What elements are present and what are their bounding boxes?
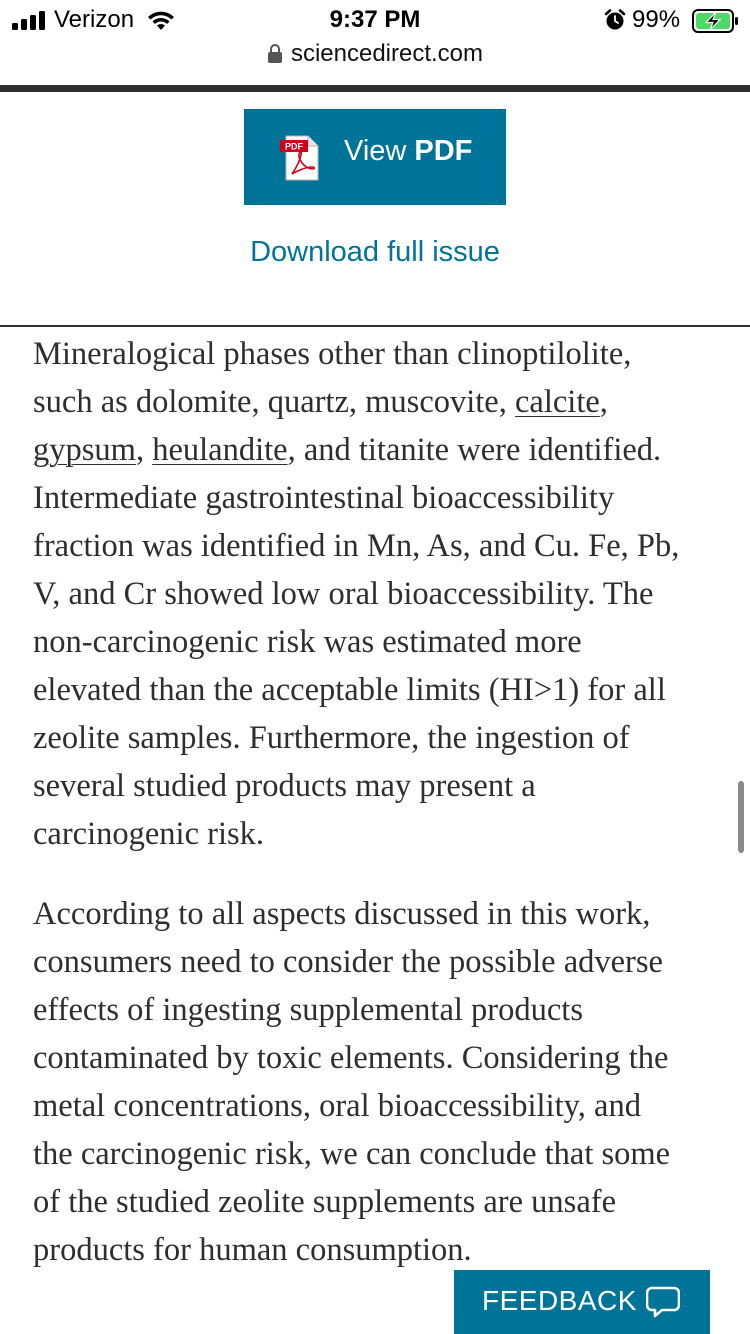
text-line: the carcinogenic risk, we can conclude that some xyxy=(33,1136,671,1172)
status-bar xyxy=(0,0,750,40)
alarm-icon xyxy=(604,9,626,31)
view-pdf-label: View PDF xyxy=(344,135,473,167)
article-paragraph xyxy=(33,890,723,1274)
battery-charging-icon xyxy=(692,9,740,33)
feedback-label: FEEDBACK xyxy=(482,1285,637,1316)
text-line: non-carcinogenic risk was estimated more xyxy=(33,624,582,660)
text-line: carcinogenic risk. xyxy=(33,816,265,852)
view-pdf-button[interactable] xyxy=(244,109,506,205)
address-bar[interactable] xyxy=(0,40,750,72)
lock-icon xyxy=(267,43,283,63)
content-divider xyxy=(0,325,750,327)
text-line: such as dolomite, quartz, muscovite, calcite, xyxy=(33,384,608,420)
article-paragraph xyxy=(33,330,723,858)
scrollbar-thumb[interactable] xyxy=(738,781,744,853)
chat-bubble-icon xyxy=(646,1286,680,1318)
text-line: metal concentrations, oral bioaccessibility, and xyxy=(33,1088,641,1124)
download-full-issue-link[interactable]: Download full issue xyxy=(250,236,500,268)
text-line: products for human consumption. xyxy=(33,1232,472,1268)
pdf-icon-label: PDF xyxy=(285,141,303,152)
header-divider xyxy=(0,85,750,92)
text-line: Intermediate gastrointestinal bioaccessibility xyxy=(33,480,615,516)
pdf-icon xyxy=(280,134,320,182)
article-body xyxy=(33,330,723,1274)
text-line: of the studied zeolite supplements are unsafe xyxy=(33,1184,617,1220)
text-line: fraction was identified in Mn, As, and Cu. Fe, Pb, xyxy=(33,528,680,564)
gypsum-link[interactable]: gypsum xyxy=(33,432,136,468)
text-line: gypsum, heulandite, and titanite were identified. xyxy=(33,432,662,468)
heulandite-link[interactable]: heulandite xyxy=(152,432,288,468)
text-line: several studied products may present a xyxy=(33,768,536,804)
text-line: zeolite samples. Furthermore, the ingestion of xyxy=(33,720,630,756)
url-text: sciencedirect.com xyxy=(290,40,484,67)
clock: 9:37 PM xyxy=(329,6,421,33)
text-line: V, and Cr showed low oral bioaccessibility. The xyxy=(33,576,654,612)
text-line: contaminated by toxic elements. Considering the xyxy=(33,1040,669,1076)
text-line: Mineralogical phases other than clinoptilolite, xyxy=(33,336,632,372)
text-line: According to all aspects discussed in this work, xyxy=(33,896,651,932)
carrier-name: Verizon xyxy=(54,6,135,33)
text-line: consumers need to consider the possible adverse xyxy=(33,944,663,980)
feedback-button[interactable] xyxy=(454,1270,710,1334)
text-line: effects of ingesting supplemental products xyxy=(33,992,583,1028)
battery-percent: 99% xyxy=(632,6,681,33)
calcite-link[interactable]: calcite xyxy=(514,384,600,420)
text-line: elevated than the acceptable limits (HI>1) for all xyxy=(33,672,666,708)
